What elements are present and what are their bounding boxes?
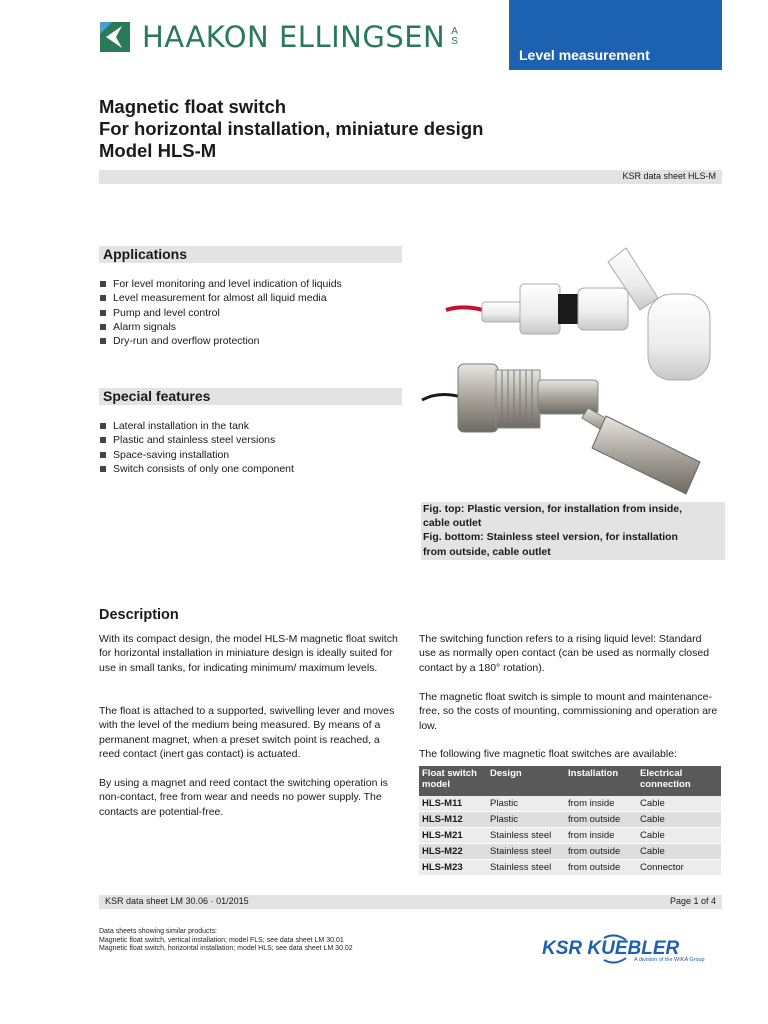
sheet-reference-bar [99, 170, 722, 184]
table-cell: Stainless steel [487, 844, 565, 860]
bullet-square-icon [100, 437, 106, 443]
table-cell: HLS-M21 [419, 828, 487, 844]
list-item: Space-saving installation [99, 448, 294, 462]
description-paragraph: The float is attached to a supported, swivelling lever and moves with the level of the medium being measured. By means of a permanent magnet, when a preset switch point is reached, a reed contact (inert gas contact) is actuated. [99, 705, 395, 761]
features-list [99, 419, 294, 476]
description-heading: Description [99, 607, 179, 623]
table-cell: Cable [637, 796, 721, 812]
table-cell: HLS-M12 [419, 812, 487, 828]
table-cell: Cable [637, 844, 721, 860]
table-row [419, 860, 721, 876]
logo-mark-icon [100, 22, 130, 52]
table-row [419, 812, 721, 828]
table-cell: Stainless steel [487, 860, 565, 876]
table-row [419, 796, 721, 812]
table-cell: from inside [565, 828, 637, 844]
list-item: Lateral installation in the tank [99, 419, 294, 433]
ksr-subtitle: A division of the WIKA Group [634, 957, 705, 963]
description-paragraph: The magnetic float switch is simple to mount and maintenance-free, so the costs of mounting, commissioning and operation are low. [419, 691, 718, 732]
models-table [419, 766, 721, 876]
table-cell: HLS-M23 [419, 860, 487, 876]
company-logo [100, 20, 459, 54]
product-photo [420, 240, 722, 500]
page-title [99, 96, 483, 162]
table-cell: from inside [565, 796, 637, 812]
footer-bar [99, 895, 722, 909]
section-tab [509, 0, 722, 70]
table-cell: Cable [637, 812, 721, 828]
table-header-cell: Electrical connection [637, 766, 721, 796]
table-header-cell: Float switch model [419, 766, 487, 796]
similar-link[interactable]: Magnetic float switch, horizontal installation; model HLS; see data sheet LM 30.02 [99, 945, 353, 952]
table-header-cell: Design [487, 766, 565, 796]
plastic-switch-image [446, 248, 710, 380]
company-name: HAAKON ELLINGSEN [142, 20, 446, 54]
page-number: Page 1 of 4 [669, 896, 716, 906]
description-paragraph: The following five magnetic float switches are available: [419, 748, 677, 760]
title-line-2: For horizontal installation, miniature design [99, 118, 484, 139]
table-cell: Stainless steel [487, 828, 565, 844]
table-cell: HLS-M22 [419, 844, 487, 860]
bullet-square-icon [100, 423, 106, 429]
list-item: Alarm signals [99, 320, 342, 334]
sheet-reference: KSR data sheet HLS-M [622, 171, 716, 181]
table-cell: Cable [637, 828, 721, 844]
list-item: Pump and level control [99, 306, 342, 320]
table-row [419, 844, 721, 860]
list-item: For level monitoring and level indication of liquids [99, 277, 342, 291]
table-header-row [419, 766, 721, 796]
bullet-square-icon [100, 324, 106, 330]
stainless-switch-image [422, 364, 700, 494]
features-heading [99, 388, 402, 405]
applications-list [99, 277, 342, 348]
table-cell: from outside [565, 812, 637, 828]
bullet-square-icon [100, 295, 106, 301]
title-line-1: Magnetic float switch [99, 96, 287, 117]
description-paragraph: The switching function refers to a rising liquid level: Standard use as normally open contact (can be used as normally closed contact by a 180° rotation). [419, 633, 710, 674]
table-cell: Plastic [487, 812, 565, 828]
table-cell: HLS-M11 [419, 796, 487, 812]
table-cell: Connector [637, 860, 721, 876]
footer-sheet: KSR data sheet LM 30.06 · 01/2015 [105, 896, 249, 906]
bullet-square-icon [100, 281, 106, 287]
similar-link[interactable]: Magnetic float switch, vertical installation; model FLS; see data sheet LM 30.01 [99, 936, 344, 944]
list-item: Dry-run and overflow protection [99, 334, 342, 348]
features-heading-label: Special features [103, 388, 211, 404]
applications-heading [99, 246, 402, 263]
company-suffix: AS [451, 26, 458, 47]
ksr-brand-text: KSR KUEBLER [542, 938, 680, 959]
description-paragraph: With its compact design, the model HLS-M magnetic float switch for horizontal installation in miniature design is ideally suited for use in small tanks, for indicating minimum/ maximum levels. [99, 633, 398, 674]
table-header-cell: Installation [565, 766, 637, 796]
bullet-square-icon [100, 466, 106, 472]
bullet-square-icon [100, 310, 106, 316]
bullet-square-icon [100, 452, 106, 458]
section-tab-label: Level measurement [519, 47, 650, 63]
list-item: Plastic and stainless steel versions [99, 433, 294, 447]
table-cell: Plastic [487, 796, 565, 812]
description-paragraph: By using a magnet and reed contact the switching operation is non-contact, free from wear and needs no power supply. The contacts are potential-free. [99, 777, 388, 818]
list-item: Level measurement for almost all liquid media [99, 291, 342, 305]
table-cell: from outside [565, 844, 637, 860]
applications-heading-label: Applications [103, 246, 188, 262]
table-cell: from outside [565, 860, 637, 876]
list-item: Switch consists of only one component [99, 462, 294, 476]
table-row [419, 828, 721, 844]
similar-products: Data sheets showing similar products: Magnetic float switch, vertical installation; model FLS; see data sheet LM 30.01 Magnetic float switch, horizontal installation; model HLS; see data sheet LM 30.02 [99, 928, 353, 952]
title-line-3: Model HLS-M [99, 140, 217, 161]
figure-caption: Fig. top: Plastic version, for installation from inside, cable outlet Fig. bottom: Stainless steel version, for installation from outside, cable outlet [421, 502, 725, 560]
bullet-square-icon [100, 338, 106, 344]
